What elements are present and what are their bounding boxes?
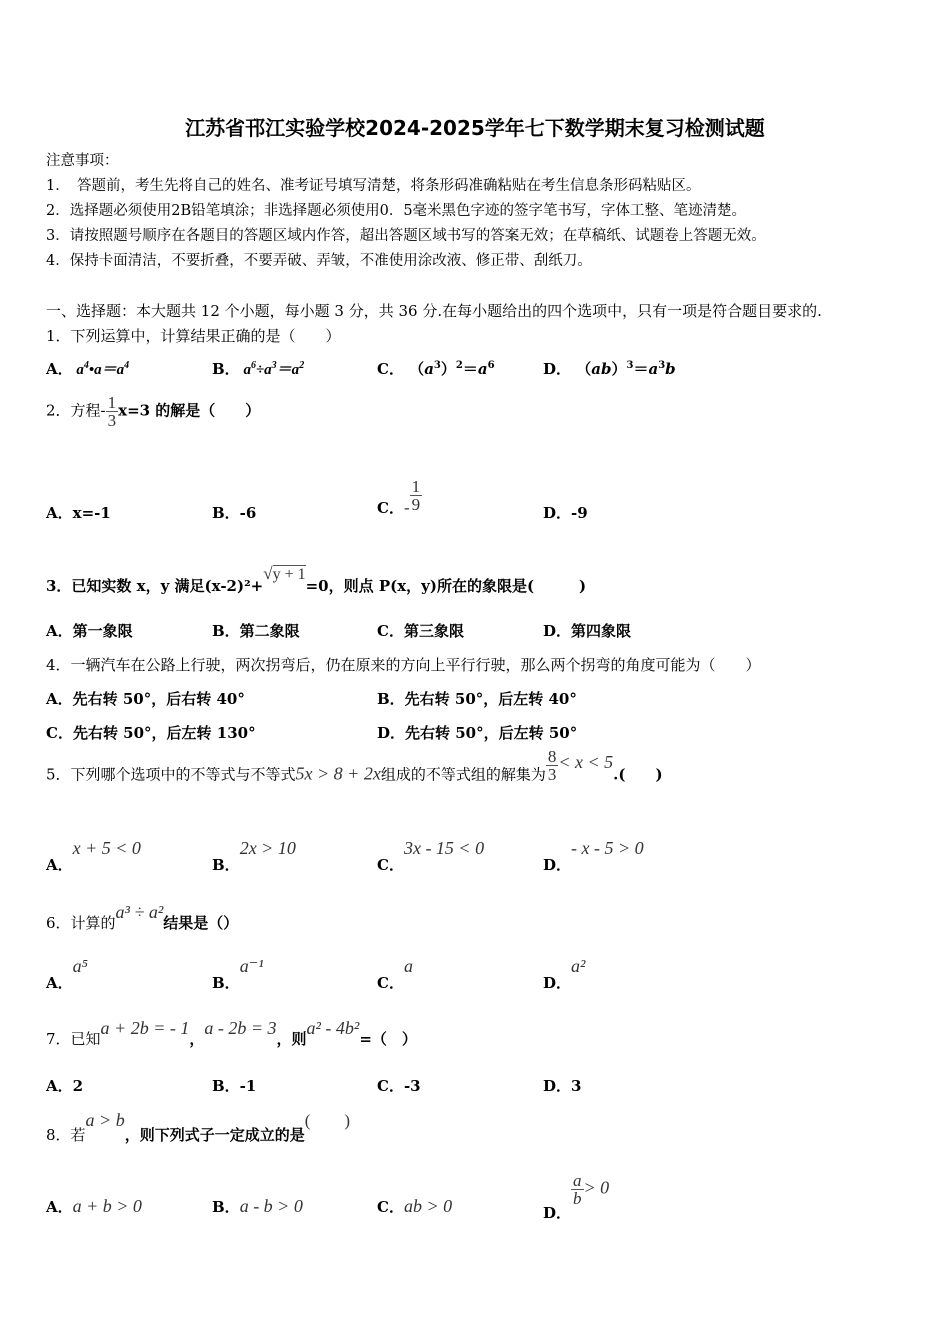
question-stem: 1．下列运算中，计算结果正确的是（ ）: [46, 327, 341, 345]
notes-heading: 注意事项：: [46, 153, 119, 169]
option-d[interactable]: D．3: [543, 1077, 582, 1095]
option-d[interactable]: D．第四象限: [543, 622, 632, 640]
question-stem: 4．一辆汽车在公路上行驶，两次拐弯后，仍在原来的方向上平行行驶，那么两个拐弯的角度可能为（ ）: [46, 656, 761, 674]
option-d[interactable]: D．-9: [543, 504, 588, 522]
note-item: 2．选择题必须使用2B铅笔填涂；非选择题必须使用0．5毫米黑色字迹的签字笔书写，字体工整、笔迹清楚。: [46, 203, 747, 219]
sqrt-expression: √y + 1: [263, 564, 306, 583]
question-stem: 6．计算的a³ ÷ a²结果是（）: [46, 902, 239, 932]
option-b[interactable]: B． $a^6\div a^3=a^2$: [212, 360, 305, 378]
option-a[interactable]: A．a⁵: [46, 956, 88, 992]
option-b[interactable]: B．-6: [212, 504, 257, 522]
option-a[interactable]: A．先右转 50°，后右转 40°: [46, 690, 245, 708]
option-c[interactable]: C． $(a^3)^2=a^6$: [377, 360, 495, 378]
question-stem: 3．已知实数 x，y 满足(x-2)²+√y + 1=0，则点 P(x，y)所在的象限是( ): [46, 564, 587, 595]
note-item: 1． 答题前，考生先将自己的姓名、准考证号填写清楚，将条形码准确粘贴在考生信息条形码粘贴区。: [46, 178, 701, 194]
option-d[interactable]: D．- x - 5 > 0: [543, 838, 644, 874]
question-stem: 5．下列哪个选项中的不等式与不等式5x > 8 + 2x组成的不等式组的解集为 $\frac{8}{3}$ < x < 5.( ): [46, 747, 663, 784]
option-c[interactable]: C．- $\frac{1}{9}$: [377, 477, 421, 517]
option-a[interactable]: A．2: [46, 1077, 84, 1095]
option-c[interactable]: C．第三象限: [377, 622, 464, 640]
option-d[interactable]: D． $\frac{a}{b}$ > 0: [543, 1171, 610, 1222]
option-b[interactable]: B．a⁻¹: [212, 956, 264, 992]
option-b[interactable]: B．2x > 10: [212, 838, 296, 874]
section-heading: 一、选择题：本大题共 12 个小题，每小题 3 分，共 36 分.在每小题给出的四个选项中，只有一项是符合题目要求的.: [46, 302, 822, 320]
option-d[interactable]: D．先右转 50°，后左转 50°: [377, 724, 578, 742]
option-c[interactable]: C．ab > 0: [377, 1196, 453, 1216]
option-a[interactable]: A．a + b > 0: [46, 1196, 142, 1216]
option-b[interactable]: B．先右转 50°，后左转 40°: [377, 690, 577, 708]
note-item: 3．请按照题号顺序在各题目的答题区域内作答，超出答题区域书写的答案无效；在草稿纸、试题卷上答题无效。: [46, 228, 766, 244]
option-d[interactable]: D． $(ab)^3=a^3b$: [543, 360, 676, 378]
option-b[interactable]: B．-1: [212, 1077, 257, 1095]
option-c[interactable]: C．-3: [377, 1077, 421, 1095]
question-stem: 2．方程- $\frac{1}{3}$ x=3 的解是（ ）: [46, 393, 261, 430]
option-c[interactable]: C．a: [377, 956, 413, 992]
question-stem: 7．已知a + 2b = - 1，a - 2b = 3，则a² - 4b²=（ ）: [46, 1018, 417, 1048]
option-a[interactable]: A．x=-1: [46, 504, 111, 522]
option-b[interactable]: B．a - b > 0: [212, 1196, 303, 1216]
option-a[interactable]: A．x + 5 < 0: [46, 838, 141, 874]
note-item: 4．保持卡面清洁，不要折叠，不要弄破、弄皱，不准使用涂改液、修正带、刮纸刀。: [46, 253, 592, 269]
option-d[interactable]: D．a²: [543, 956, 586, 992]
page-title: 江苏省邗江实验学校2024-2025学年七下数学期末复习检测试题: [185, 116, 765, 140]
option-c[interactable]: C．先右转 50°，后左转 130°: [46, 724, 256, 742]
option-b[interactable]: B．第二象限: [212, 622, 300, 640]
option-c[interactable]: C．3x - 15 < 0: [377, 838, 485, 874]
question-stem: 8．若a > b，则下列式子一定成立的是( ): [46, 1110, 351, 1144]
option-a[interactable]: A．第一象限: [46, 622, 133, 640]
option-a[interactable]: A． $a^4•a=a^4$: [46, 360, 130, 378]
